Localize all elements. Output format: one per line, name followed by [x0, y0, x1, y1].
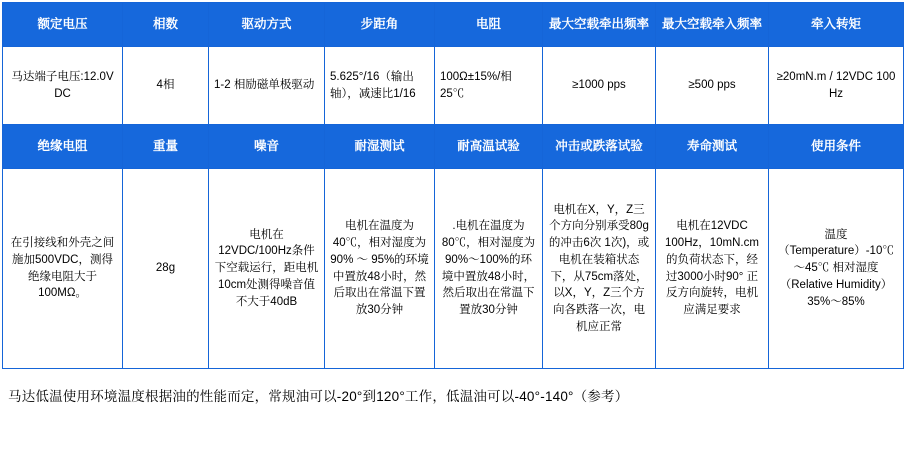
value-cell: .电机在温度为80℃，相对湿度为90%～100%的环境中置放48小时，然后取出在常温下置放30分钟: [435, 169, 543, 369]
value-cell: 100Ω±15%/相 25℃: [435, 47, 543, 125]
value-cell: ≥500 pps: [656, 47, 769, 125]
header-cell: 使用条件: [769, 125, 904, 169]
header-cell: 电阻: [435, 3, 543, 47]
value-cell: 5.625°/16（输出轴），减速比1/16: [325, 47, 435, 125]
header-cell: 冲击或跌落试验: [543, 125, 656, 169]
header-cell: 驱动方式: [209, 3, 325, 47]
spec-sheet: [0, 2, 905, 469]
table-header-row-1: [3, 3, 904, 47]
header-cell: 最大空载牵入频率: [656, 3, 769, 47]
header-cell: 步距角: [325, 3, 435, 47]
value-cell: 1-2 相励磁单极驱动: [209, 47, 325, 125]
value-cell: 在引接线和外壳之间施加500VDC，测得绝缘电阻大于100MΩ。: [3, 169, 123, 369]
header-cell: 寿命测试: [656, 125, 769, 169]
value-cell: 电机在12VDC 100Hz，10mN.cm 的负荷状态下，经过3000小时90° 正反方向旋转，电机应满足要求: [656, 169, 769, 369]
spec-table: [2, 2, 904, 369]
value-cell: 马达端子电压:12.0V DC: [3, 47, 123, 125]
header-cell: 额定电压: [3, 3, 123, 47]
header-cell: 最大空载牵出频率: [543, 3, 656, 47]
value-cell: 28g: [123, 169, 209, 369]
value-cell: ≥20mN.m / 12VDC 100 Hz: [769, 47, 904, 125]
header-cell: 牵入转矩: [769, 3, 904, 47]
value-cell: ≥1000 pps: [543, 47, 656, 125]
value-cell: 温度（Temperature）-10℃～45℃ 相对湿度（Relative Humidity）35%～85%: [769, 169, 904, 369]
header-cell: 相数: [123, 3, 209, 47]
header-cell: 耐高温试验: [435, 125, 543, 169]
header-cell: 耐湿测试: [325, 125, 435, 169]
header-cell: 噪音: [209, 125, 325, 169]
value-cell: 电机在温度为40℃，相对湿度为90% ～ 95%的环境中置放48小时，然后取出在常温下置放30分钟: [325, 169, 435, 369]
value-cell: 4相: [123, 47, 209, 125]
footer-note: 马达低温使用环境温度根据油的性能而定，常规油可以-20°到120°工作，低温油可以-40°-140°（参考）: [8, 389, 629, 404]
header-cell: 重量: [123, 125, 209, 169]
table-header-row-2: [3, 125, 904, 169]
value-cell: 电机在X，Y，Z三个方向分别承受80g的冲击6次 1次)，或电机在装箱状态下，从75cm落处，以X，Y，Z三个方向各跌落一次，电机应正常: [543, 169, 656, 369]
value-cell: 电机在12VDC/100Hz条件下空载运行，距电机10cm处测得噪音值不大于40dB: [209, 169, 325, 369]
header-cell: 绝缘电阻: [3, 125, 123, 169]
table-row: [3, 47, 904, 125]
table-row: [3, 169, 904, 369]
